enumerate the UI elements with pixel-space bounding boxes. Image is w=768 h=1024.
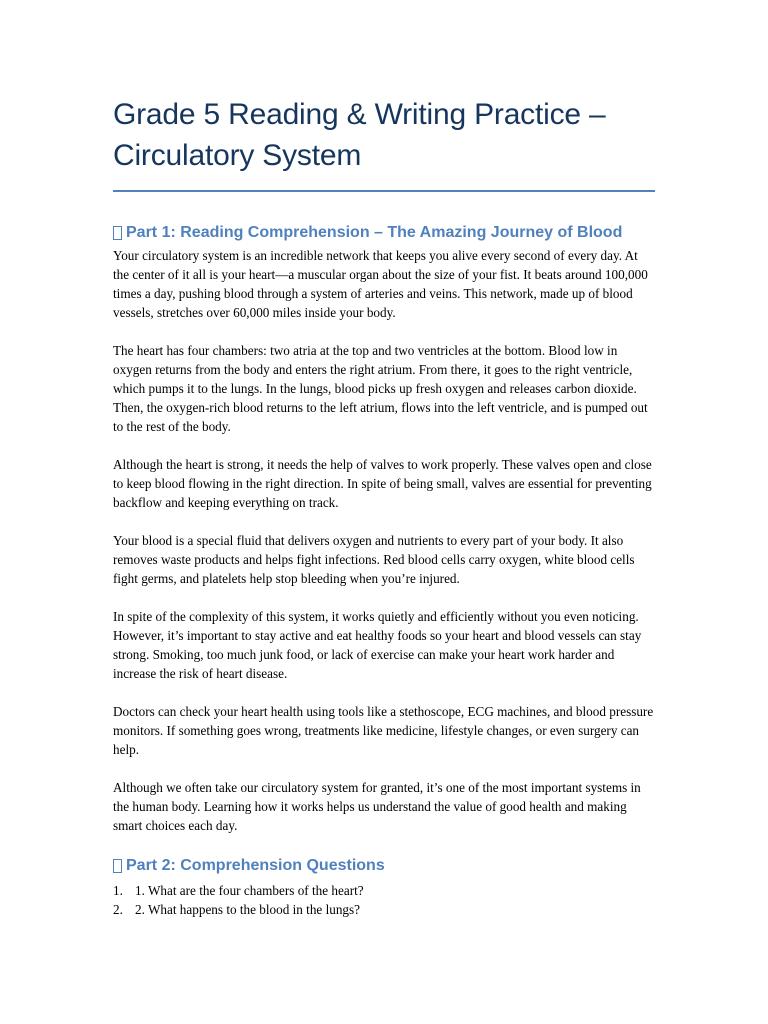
list-item: [113, 881, 655, 900]
paragraph: Your circulatory system is an incredible network that keeps you alive every second of every day. At the center of it all is your heart—a muscular organ about the size of your fist. It beats around 100,000 times a day, pushing blood through a system of arteries and veins. This network, made up of blood vessels, stretches over 60,000 miles inside your body.: [113, 248, 648, 320]
part1-heading-text: Part 1: Reading Comprehension – The Amazing Journey of Blood: [126, 224, 623, 241]
document-title: Grade 5 Reading & Writing Practice – Circulatory System: [113, 98, 606, 172]
part1-heading: [113, 222, 655, 244]
paragraph: Although the heart is strong, it needs the help of valves to work properly. These valves open and close to keep blood flowing in the right direction. In spite of being small, valves are essential for preventing backflow and keeping everything on track.: [113, 457, 652, 510]
paragraph: In spite of the complexity of this system, it works quietly and efficiently without you even noticing. However, it’s important to stay active and eat healthy foods so your heart and blood vessels can stay strong. Smoking, too much junk food, or lack of exercise can make your heart work harder and increase the risk of heart disease.: [113, 609, 642, 681]
part2-heading-text: Part 2: Comprehension Questions: [126, 857, 385, 874]
document-page: [113, 94, 655, 919]
question-list: [113, 881, 655, 919]
part2-heading: [113, 855, 655, 877]
question-text: 2. What happens to the blood in the lungs?: [135, 902, 361, 917]
missing-glyph-icon: [113, 859, 122, 873]
paragraph: Your blood is a special fluid that delivers oxygen and nutrients to every part of your body. It also removes waste products and helps fight infections. Red blood cells carry oxygen, white blood cells fight germs, and platelets help stop bleeding when you’re injured.: [113, 533, 635, 586]
paragraph: Although we often take our circulatory system for granted, it’s one of the most important systems in the human body. Learning how it works helps us understand the value of good health and making smart choices each day.: [113, 780, 641, 833]
question-text: 1. What are the four chambers of the heart?: [135, 883, 364, 898]
missing-glyph-icon: [113, 226, 122, 240]
paragraph: Doctors can check your heart health using tools like a stethoscope, ECG machines, and blood pressure monitors. If something goes wrong, treatments like medicine, lifestyle changes, or even surgery can help.: [113, 704, 654, 757]
paragraph: The heart has four chambers: two atria at the top and two ventricles at the bottom. Blood low in oxygen returns from the body and enters the right atrium. From there, it goes to the right ventricle, which pumps it to the lungs. In the lungs, blood picks up fresh oxygen and releases carbon dioxide. Then, the oxygen-rich blood returns to the left atrium, flows into the left ventricle, and is pumped out to the rest of the body.: [113, 343, 648, 434]
title-divider: [113, 190, 655, 192]
question-number: 1.: [113, 883, 123, 898]
list-item: [113, 900, 655, 919]
question-number: 2.: [113, 902, 123, 917]
